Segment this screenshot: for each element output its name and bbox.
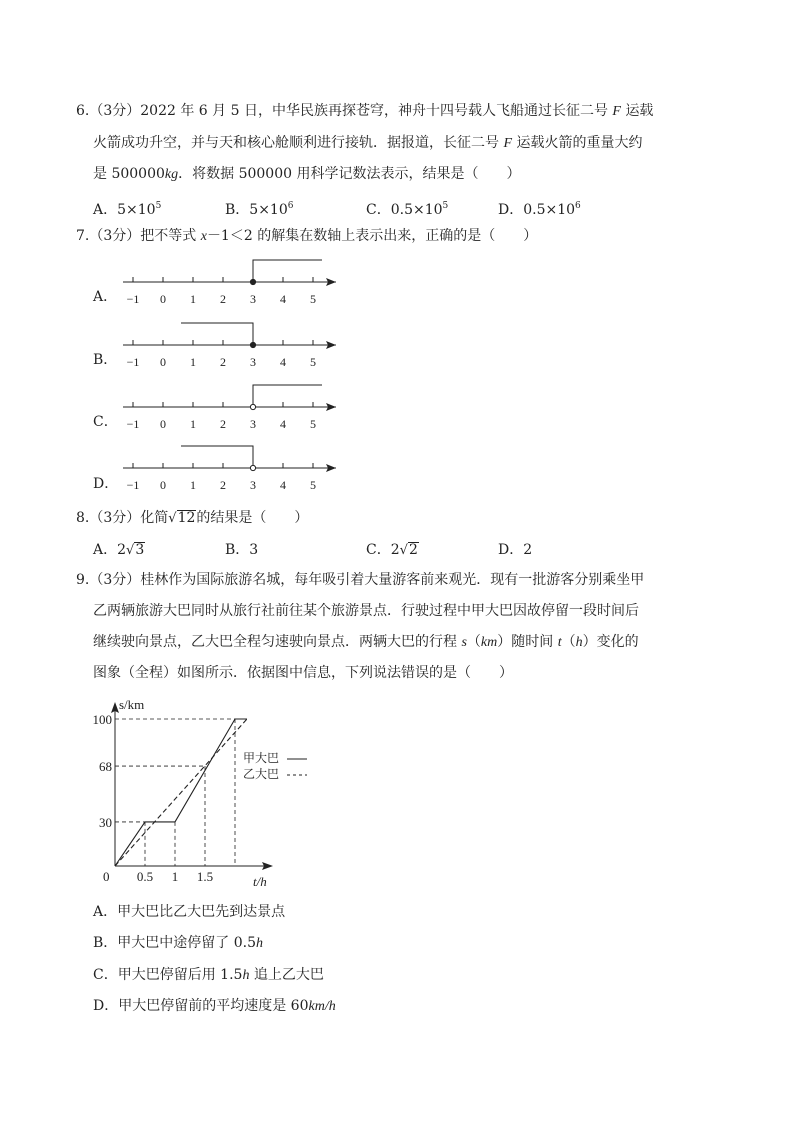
- tick-label: 3: [250, 478, 256, 492]
- q6-var-F-2: F: [503, 136, 513, 151]
- tick-label: 4: [280, 417, 286, 431]
- y-axis-label: s/km: [119, 697, 145, 712]
- tick-label: 1: [190, 355, 196, 369]
- q9-line3-post: ）变化的: [582, 634, 639, 650]
- q7-number-line-a: [123, 260, 336, 306]
- q6-line1-text: 6.（3分）2022 年 6 月 5 日，中华民族再探苍穹，神舟十四号载人飞船通过长征二号: [76, 103, 608, 119]
- q8-option-c-label: C．: [366, 542, 391, 558]
- tick-label: 3: [250, 292, 256, 306]
- q8-option-a: A．2√3: [93, 542, 145, 558]
- q7-stem-post: 的解集在数轴上表示出来，正确的是（ ）: [257, 228, 538, 244]
- tick-label: 2: [220, 292, 226, 306]
- q8-option-c-radicand: 2: [408, 542, 418, 558]
- q6-option-c-exp: 5: [442, 201, 449, 211]
- q9-unit-km: km: [480, 635, 498, 650]
- q9-line3-pre: 继续驶向景点，乙大巴全程匀速驶向景点．两辆大巴的行程: [93, 634, 457, 650]
- q8-option-b-label: B．: [225, 542, 250, 558]
- q8-radicand: 12: [177, 510, 196, 526]
- solution-bracket: [253, 385, 322, 404]
- q7-option-a-label: A．: [93, 289, 118, 305]
- q8-stem: 8.（3分）化简√12的结果是（ ）: [76, 510, 309, 526]
- q9-var-s: s: [461, 635, 467, 650]
- q8-option-c-coef: 2: [390, 542, 400, 558]
- q6-option-b-base: 5×10: [249, 202, 288, 218]
- q9-option-a: [93, 902, 285, 922]
- q9-paren-open-1: （: [466, 634, 481, 650]
- legend-label: 乙大巴: [243, 767, 280, 781]
- q9-option-d-unit: km/h: [308, 999, 336, 1014]
- tick-label: 1: [190, 292, 196, 306]
- tick-label: 3: [250, 355, 256, 369]
- q6-line1-tail: 运载: [625, 103, 654, 119]
- x-axis-label: t/h: [253, 874, 267, 889]
- q8-option-b: [225, 540, 258, 560]
- q9-option-b-text: 甲大巴中途停留了 0.5: [117, 935, 257, 951]
- q9-option-c-post: 追上乙大巴: [249, 967, 324, 983]
- tick-label: 1: [190, 478, 196, 492]
- q9-option-d: [93, 996, 336, 1017]
- x-tick-label: 0.5: [136, 869, 154, 884]
- q7-number-line-b: [123, 323, 336, 369]
- q6-option-a-exp: 5: [155, 201, 162, 211]
- q6-option-a-base: 5×10: [117, 202, 156, 218]
- tick-label: 0: [160, 417, 166, 431]
- tick-label: −1: [126, 417, 140, 431]
- q9-option-d-text: 甲大巴停留前的平均速度是 60: [118, 998, 309, 1014]
- q9-option-b: [93, 933, 263, 954]
- q7-number-lines: [0, 0, 794, 500]
- q9-option-a-text: 甲大巴比乙大巴先到达景点: [117, 904, 286, 920]
- q9-option-c-label: C．: [93, 967, 118, 983]
- q6-line2-tail: 运载火箭的重量大约: [516, 135, 643, 151]
- tick-label: −1: [126, 355, 140, 369]
- tick-label: 2: [220, 417, 226, 431]
- q9-option-a-label: A．: [93, 904, 118, 920]
- closed-endpoint: [250, 342, 255, 347]
- q9-line4: 图象（全程）如图所示．依据图中信息，下列说法错误的是（ ）: [93, 665, 513, 681]
- open-endpoint: [250, 404, 255, 409]
- q8-option-a-label: A．: [93, 542, 118, 558]
- q9-line3-mid: ）随时间: [497, 634, 554, 650]
- tick-label: −1: [126, 292, 140, 306]
- origin-label: 0: [103, 869, 110, 884]
- q6-option-a-label: A．: [93, 202, 118, 218]
- y-tick-label: 68: [99, 759, 112, 775]
- q8-option-c: C．2√2: [366, 542, 418, 558]
- tick-label: 5: [310, 292, 316, 306]
- q7-var-x: x: [200, 229, 207, 244]
- q9-option-d-label: D．: [93, 998, 119, 1014]
- q7-option-b-label: B．: [93, 352, 118, 368]
- tick-label: 5: [310, 417, 316, 431]
- x-tick-label: 1: [171, 869, 179, 884]
- q6-option-c-label: C．: [366, 202, 391, 218]
- q8-option-a-radicand: 3: [135, 542, 145, 558]
- solution-bracket: [253, 260, 322, 279]
- tick-label: 5: [310, 355, 316, 369]
- q9-paren-open-2: （: [561, 634, 576, 650]
- tick-label: 4: [280, 292, 286, 306]
- q6-line2-text: 火箭成功升空，并与天和核心舱顺利进行接轨．据报道，长征二号: [93, 135, 499, 151]
- tick-label: 3: [250, 417, 256, 431]
- solution-bracket: [181, 323, 253, 342]
- q8-stem-pre: 8.（3分）化简: [76, 510, 169, 526]
- q9-line1: 9.（3分）桂林作为国际旅游名城，每年吸引着大量游客前来观光．现有一批游客分别乘坐甲: [76, 572, 645, 588]
- q6-line3-pre: 是 500000: [93, 166, 165, 182]
- tick-label: 2: [220, 355, 226, 369]
- q6-option-b-exp: 6: [287, 201, 294, 211]
- q9-distance-time-chart: [92, 692, 335, 892]
- tick-label: 0: [160, 478, 166, 492]
- q6-var-F: F: [612, 104, 621, 119]
- q6-option-b-label: B．: [225, 202, 250, 218]
- q8-option-b-text: 3: [249, 542, 259, 558]
- q9-option-c-text: 甲大巴停留后用 1.5: [117, 967, 243, 983]
- q6-line3-post: ．将数据 500000 用科学记数法表示，结果是（ ）: [178, 166, 521, 182]
- tick-label: 4: [280, 355, 286, 369]
- tick-label: 0: [160, 292, 166, 306]
- q9-option-b-label: B．: [93, 935, 118, 951]
- y-tick-label: 100: [92, 712, 112, 727]
- q8-option-d-label: D．: [498, 542, 524, 558]
- q8-option-a-coef: 2: [117, 542, 127, 558]
- q7-number-line-c: [123, 385, 336, 431]
- legend-label: 甲大巴: [243, 751, 280, 765]
- q9-option-b-unit: h: [256, 936, 264, 951]
- solution-bracket: [181, 446, 253, 465]
- q6-option-d-exp: 6: [575, 201, 581, 211]
- q7-stem-pre: 7.（3分）把不等式: [76, 228, 197, 244]
- q9-option-c-unit: h: [242, 968, 250, 983]
- y-tick-label: 30: [99, 814, 112, 830]
- q9-line2: 乙两辆旅游大巴同时从旅行社前往某个旅游景点．行驶过程中甲大巴因故停留一段时间后: [93, 603, 639, 619]
- tick-label: 4: [280, 478, 286, 492]
- q6-option-d-base: 0.5×10: [523, 202, 576, 218]
- q7-stem-expr: －1＜2: [206, 228, 253, 244]
- q7-option-d-label: D．: [93, 476, 119, 492]
- q9-var-t: t: [557, 635, 562, 650]
- tick-label: 0: [160, 355, 166, 369]
- x-tick-label: 1.5: [196, 869, 214, 884]
- q6-option-d-label: D．: [498, 202, 524, 218]
- q6-option-c-base: 0.5×10: [390, 202, 443, 218]
- tick-label: 2: [220, 478, 226, 492]
- q7-number-line-d: [123, 446, 336, 492]
- q7-option-c-label: C．: [93, 414, 118, 430]
- tick-label: −1: [126, 478, 140, 492]
- tick-label: 5: [310, 478, 316, 492]
- closed-endpoint: [250, 279, 255, 284]
- series-yi-line: [115, 719, 247, 866]
- q8-option-d: [498, 540, 532, 560]
- q9-line3: [93, 632, 639, 653]
- open-endpoint: [250, 465, 255, 470]
- q9-option-c: [93, 965, 324, 986]
- q8-stem-post: 的结果是（ ）: [196, 510, 309, 526]
- q6-unit-kg: kg: [164, 167, 179, 182]
- q8-option-d-text: 2: [523, 542, 533, 558]
- q9-unit-h: h: [575, 635, 583, 650]
- tick-label: 1: [190, 417, 196, 431]
